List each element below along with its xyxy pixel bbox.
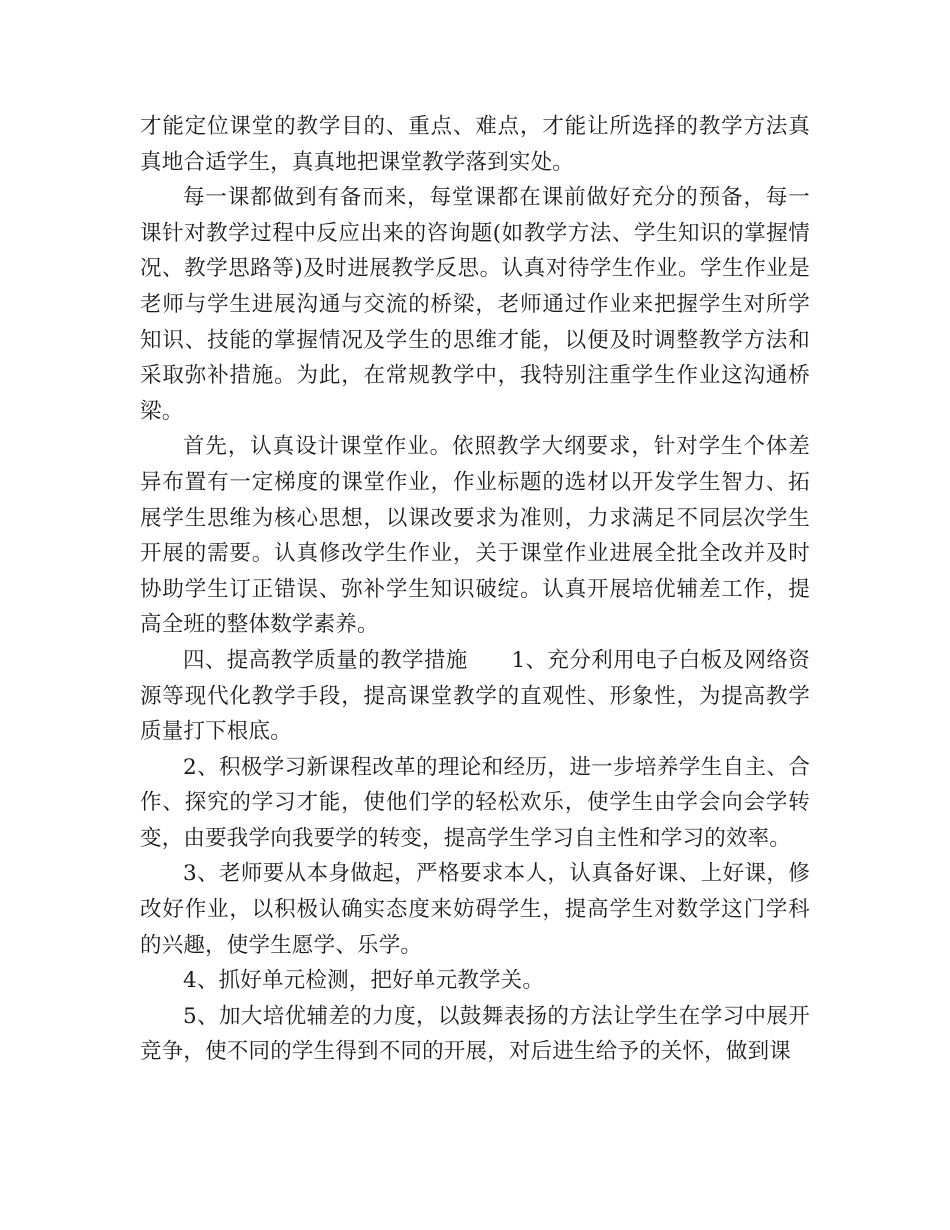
paragraph-1: 才能定位课堂的教学目的、重点、难点，才能让所选择的教学方法真真地合适学生，真真地把课堂教学落到实处。 [140,114,810,175]
paragraph-3: 首先，认真设计课堂作业。依照教学大纲要求，针对学生个体差异布置有一定梯度的课堂作业，作业标题的选材以开发学生智力、拓展学生思维为核心思想，以课改要求为准则，力求满足不同层次学生开展的需要。认真修改学生作业，关于课堂作业进展全批全改并及时协助学生订正错误、弥补学生知识破绽。认真开展培优辅差工作，提高全班的整体数学素养。 [140,434,810,638]
paragraph-2: 每一课都做到有备而来，每堂课都在课前做好充分的预备，每一课针对教学过程中反应出来的咨询题(如教学方法、学生知识的掌握情况、教学思路等)及时进展教学反思。认真对待学生作业。学生作业是老师与学生进展沟通与交流的桥梁，老师通过作业来把握学生对所学知识、技能的掌握情况及学生的思维才能，以便及时调整教学方法和采取弥补措施。为此，在常规教学中，我特别注重学生作业这沟通桥梁。 [140,185,810,424]
paragraph-7: 4、抓好单元检测，把好单元教学关。 [183,968,545,994]
paragraph-4: 四、提高教学质量的教学措施 1、充分利用电子白板及网络资源等现代化教学手段，提高课堂教学的直观性、形象性，为提高教学质量打下根底。 [140,647,810,745]
paragraph-8: 5、加大培优辅差的力度，以鼓舞表扬的方法让学生在学习中展开竞争，使不同的学生得到不同的开展，对后进生给予的关怀，做到课 [140,1003,810,1065]
paragraph-5: 2、积极学习新课程改革的理论和经历，进一步培养学生自主、合作、探究的学习才能，使他们学的轻松欢乐，使学生由学会向会学转变，由要我学向我要学的转变，提高学生学习自主性和学习的效率。 [140,754,810,851]
document-page [140,109,810,1070]
paragraph-6: 3、老师要从本身做起，严格要求本人，认真备好课、上好课，修改好作业，以积极认确实态度来妨碍学生，提高学生对数学这门学科的兴趣，使学生愿学、乐学。 [140,861,810,958]
